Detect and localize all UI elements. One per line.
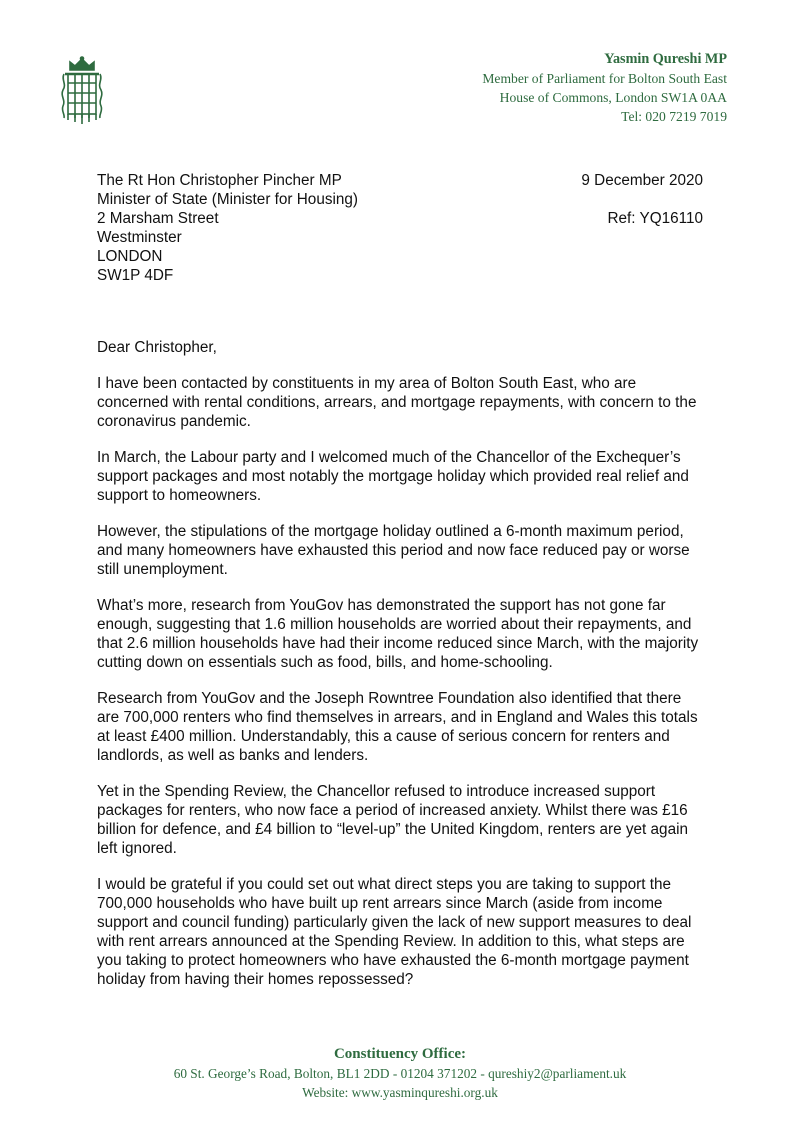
recipient-line: The Rt Hon Christopher Pincher MP [97,172,342,189]
recipient-address [97,171,358,285]
body-paragraph: I have been contacted by constituents in my area of Bolton South East, who are concerned with rental conditions, arrears, and mortgage repayments, with concern to the coronavirus pandemic. [97,375,697,430]
constituency-office-contact: 60 St. George’s Road, Bolton, BL1 2DD - 01204 371202 - qureshiy2@parliament.uk [173,1066,627,1081]
salutation: Dear Christopher, [97,339,217,356]
mp-role: Member of Parliament for Bolton South East [482,71,727,86]
mp-name: Yasmin Qureshi MP [604,51,727,67]
constituency-office-title: Constituency Office: [333,1046,467,1062]
body-paragraph: Research from YouGov and the Joseph Rowntree Foundation also identified that there are 700,000 renters who find themselves in arrears, and in England and Wales this totals at least £400 million. Understandably, this a cause of serious concern for renters and landlords, as well as banks and lenders. [97,690,698,764]
letterhead [482,50,727,126]
body-paragraph: I would be grateful if you could set out what direct steps you are taking to support the 700,000 households who have built up rent arrears since March (aside from income support and council funding) particularly given the lack of new support measures to deal with rent arrears announced at the Spending Review. In addition to this, what steps are you taking to protect homeowners who have exhausted the 6-month mortgage payment holiday from having their homes repossessed? [97,876,692,988]
portcullis-icon [60,56,104,128]
body-paragraph: Yet in the Spending Review, the Chancellor refused to introduce increased support packages for renters, who now face a period of increased anxiety. Whilst there was £16 billion for defence, and £4 billion to “level-up” the United Kingdom, renters are yet again left ignored. [97,783,688,857]
recipient-line: LONDON [97,248,163,265]
recipient-line: Westminster [97,229,182,246]
website: Website: www.yasminqureshi.org.uk [302,1085,498,1100]
mp-telephone: Tel: 020 7219 7019 [621,109,727,124]
recipient-line: Minister of State (Minister for Housing) [97,191,358,208]
body-paragraph: What’s more, research from YouGov has demonstrated the support has not gone far enough, suggesting that 1.6 million households are worried about their repayments, and that 2.6 million households have had their income reduced since March, with the majority cutting down on essentials such as food, bills, and home-schooling. [97,597,699,671]
recipient-line: 2 Marsham Street [97,210,219,227]
letter-date: 9 December 2020 [581,172,703,189]
letter-reference: Ref: YQ16110 [607,210,703,227]
body-paragraph: However, the stipulations of the mortgage holiday outlined a 6-month maximum period, and many homeowners have exhausted this period and now face reduced pay or worse still unemployment. [97,523,690,578]
mp-address: House of Commons, London SW1A 0AA [499,90,727,105]
footer [0,1045,800,1102]
letter-body [97,338,707,1006]
recipient-line: SW1P 4DF [97,267,174,284]
body-paragraph: In March, the Labour party and I welcomed much of the Chancellor of the Exchequer’s support packages and most notably the mortgage holiday which provided real relief and support to homeowners. [97,449,689,504]
